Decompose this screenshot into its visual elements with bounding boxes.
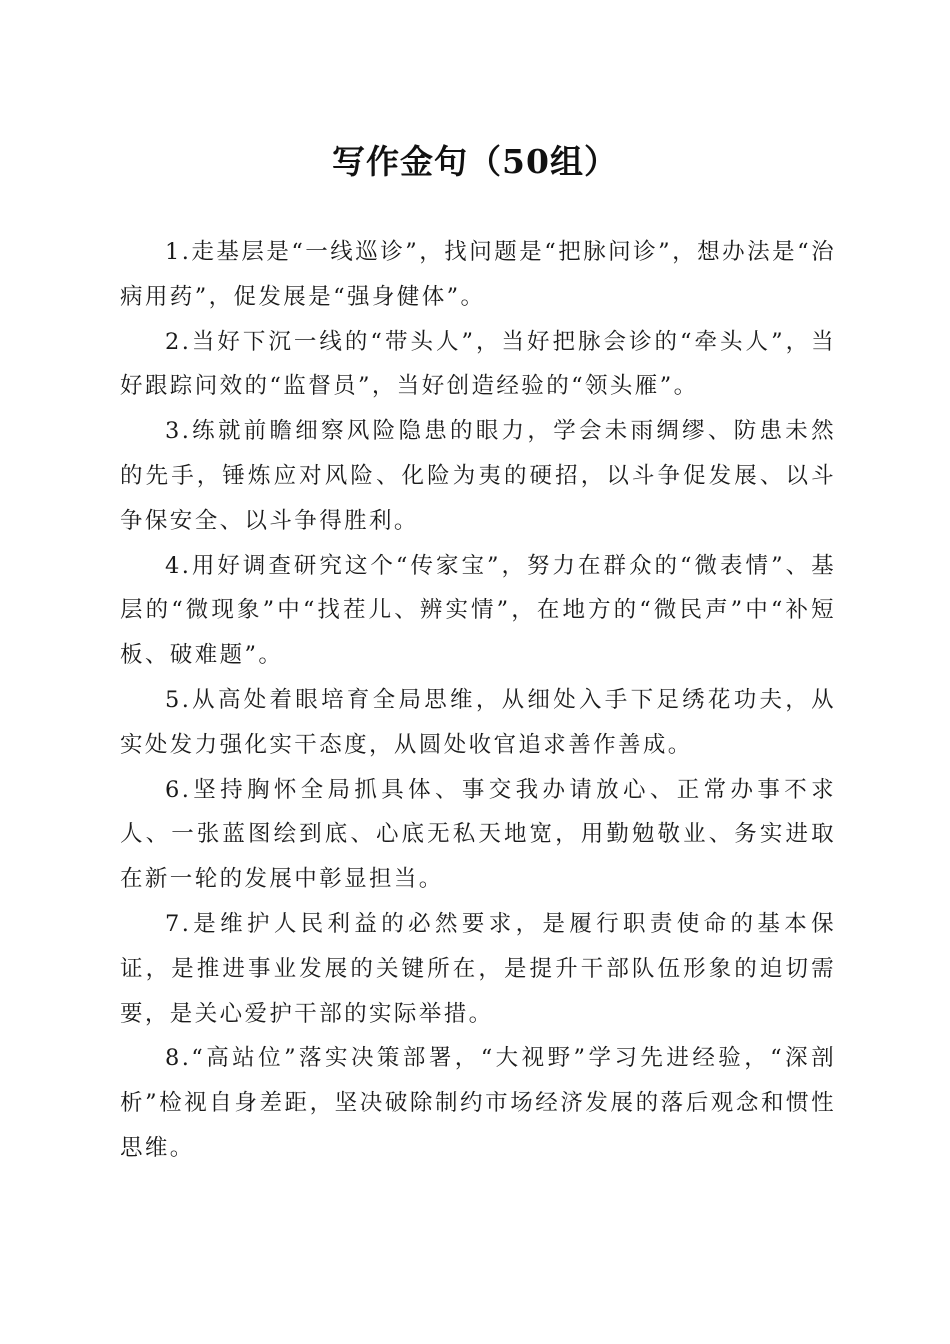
document-title: 写作金句（50组） xyxy=(332,142,618,181)
document-body xyxy=(120,230,836,1171)
paragraph-8: 8.“高站位”落实决策部署，“大视野”学习先进经验，“深剖析”检视自身差距，坚决破除制约市场经济发展的落后观念和惯性思维。 xyxy=(120,1045,836,1161)
paragraph-4: 4.用好调查研究这个“传家宝”，努力在群众的“微表情”、基层的“微现象”中“找茬儿、辨实情”，在地方的“微民声”中“补短板、破难题”。 xyxy=(120,552,836,669)
paragraph-3: 3.练就前瞻细察风险隐患的眼力，学会未雨绸缪、防患未然的先手，锤炼应对风险、化险为夷的硬招，以斗争促发展、以斗争保安全、以斗争得胜利。 xyxy=(120,418,836,534)
paragraph-5: 5.从高处着眼培育全局思维，从细处入手下足绣花功夫，从实处发力强化实干态度，从圆处收官追求善作善成。 xyxy=(120,686,836,758)
paragraph-7: 7.是维护人民利益的必然要求，是履行职责使命的基本保证，是推进事业发展的关键所在，是提升干部队伍形象的迫切需要，是关心爱护干部的实际举措。 xyxy=(120,910,836,1027)
paragraph-1: 1.走基层是“一线巡诊”，找问题是“把脉问诊”，想办法是“治病用药”，促发展是“强身健体”。 xyxy=(120,239,836,310)
paragraph-6: 6.坚持胸怀全局抓具体、事交我办请放心、正常办事不求人、一张蓝图绘到底、心底无私天地宽，用勤勉敬业、务实进取在新一轮的发展中彰显担当。 xyxy=(120,776,836,893)
paragraph-2: 2.当好下沉一线的“带头人”，当好把脉会诊的“牵头人”，当好跟踪问效的“监督员”，当好创造经验的“领头雁”。 xyxy=(120,328,836,400)
